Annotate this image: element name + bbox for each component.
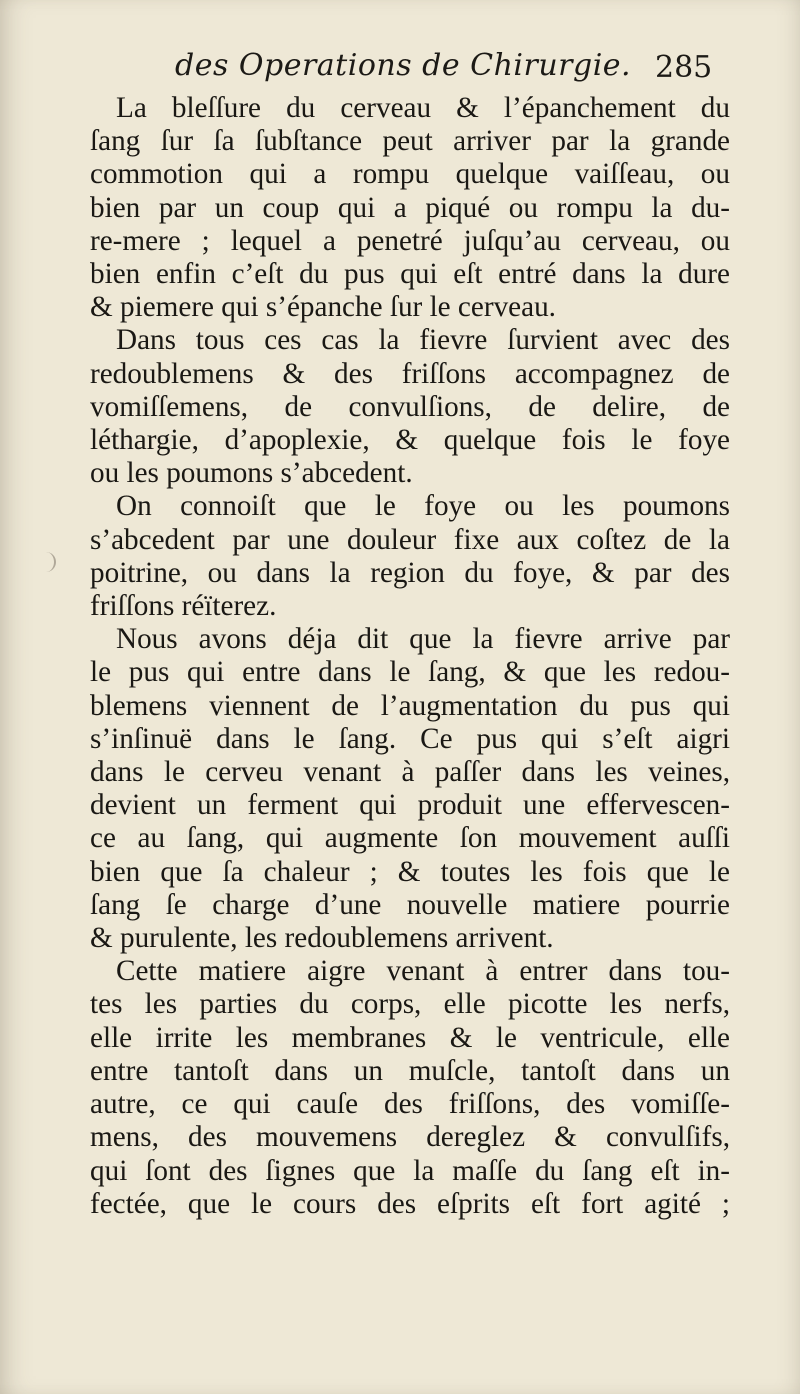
page-number: 285: [655, 50, 713, 85]
text-line: elle irrite les membranes & le ventricule, elle: [90, 1021, 730, 1054]
text-line: Cette matiere aigre venant à entrer dans tou-: [116, 955, 730, 988]
text-line: redoublemens & des friſſons accompagnez de: [90, 357, 730, 390]
text-line: & piemere qui s’épanche ſur le cerveau.: [90, 291, 556, 324]
text-line: dans le cerveu venant à paſſer dans les veines,: [90, 756, 730, 789]
text-line: bien enfin c’eſt du pus qui eſt entré dans la dure: [90, 258, 730, 291]
text-line: s’abcedent par une douleur fixe aux coſtez de la: [90, 523, 730, 556]
text-line: autre, ce qui cauſe des friſſons, des vomiſſe-: [90, 1088, 730, 1121]
text-line: blemens viennent de l’augmentation du pus qui: [90, 689, 730, 722]
paragraph: [90, 92, 730, 324]
text-line: La bleſſure du cerveau & l’épanchement du: [116, 92, 730, 124]
paragraph: [90, 490, 730, 623]
text-line: ſang ſe charge d’une nouvelle matiere pourrie: [90, 888, 730, 921]
text-line: fectée, que le cours des eſprits eſt fort agité ;: [90, 1187, 730, 1220]
text-line: léthargie, d’apoplexie, & quelque fois le foye: [90, 424, 730, 457]
text-line: ſang ſur ſa ſubſtance peut arriver par la grande: [90, 125, 730, 158]
text-line: vomiſſemens, de convulſions, de delire, de: [90, 390, 730, 423]
text-line: tes les parties du corps, elle picotte les nerfs,: [90, 988, 730, 1021]
paragraph: [90, 955, 730, 1221]
body-text: [90, 92, 730, 1221]
text-line: friſſons réïterez.: [90, 590, 277, 623]
text-line: qui ſont des ſignes que la maſſe du ſang eſt in-: [90, 1154, 730, 1187]
text-line: & purulente, les redoublemens arrivent.: [90, 922, 554, 955]
text-line: mens, des mouvemens dereglez & convulſifs,: [90, 1121, 730, 1154]
text-line: re-mere ; lequel a penetré juſqu’au cerveau, ou: [90, 224, 730, 257]
text-line: s’inſinuë dans le ſang. Ce pus qui s’eſt aigri: [90, 722, 730, 755]
text-line: Dans tous ces cas la fievre ſurvient avec des: [116, 324, 730, 357]
paragraph: [90, 324, 730, 490]
text-line: devient un ferment qui produit une effervescen-: [90, 789, 730, 822]
paragraph: [90, 623, 730, 955]
page-header: [175, 48, 775, 92]
text-line: le pus qui entre dans le ſang, & que les redou-: [90, 656, 730, 689]
text-line: commotion qui a rompu quelque vaiſſeau, ou: [90, 158, 730, 191]
text-line: poitrine, ou dans la region du foye, & par des: [90, 556, 730, 589]
text-line: entre tantoſt dans un muſcle, tantoſt dans un: [90, 1054, 730, 1087]
text-line: Nous avons déja dit que la fievre arrive par: [116, 623, 730, 656]
page-edge-mark: [44, 552, 56, 572]
text-line: bien que ſa chaleur ; & toutes les fois que le: [90, 855, 730, 888]
running-title: des Operations de Chirurgie.: [175, 48, 632, 83]
text-line: ce au ſang, qui augmente ſon mouvement auſſi: [90, 822, 730, 855]
text-line: On connoiſt que le foye ou les poumons: [116, 490, 730, 523]
text-line: bien par un coup qui a piqué ou rompu la du-: [90, 191, 730, 224]
text-line: ou les poumons s’abcedent.: [90, 457, 413, 490]
